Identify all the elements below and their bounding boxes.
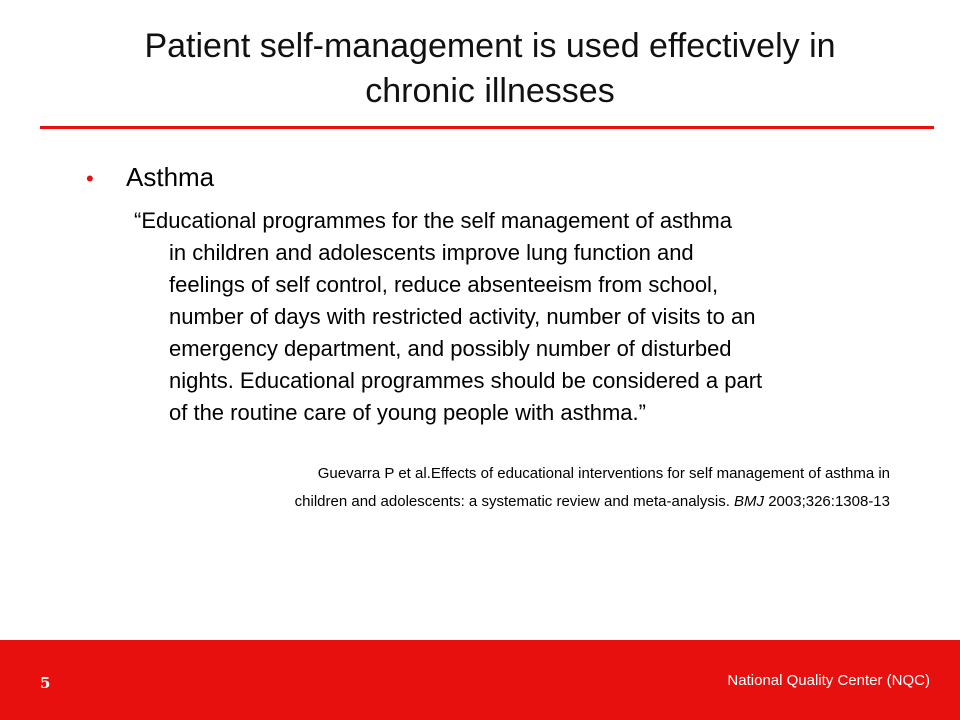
bullet-heading: Asthma [126, 162, 215, 192]
slide-title [60, 24, 920, 114]
quote-line: number of days with restricted activity, number of visits to an [169, 304, 756, 329]
title-line-1: Patient self-management is used effectively in [144, 27, 836, 65]
citation-text: children and adolescents: a systematic review and meta-analysis. [294, 493, 735, 510]
citation-line-1: Guevarra P et al.Effects of educational interventions for self management of asthma in [317, 465, 890, 482]
quote-line: “Educational programmes for the self management of asthma [134, 208, 732, 233]
bullet-item [86, 162, 214, 193]
citation-line-2 [100, 488, 890, 516]
quote-line: of the routine care of young people with asthma.” [169, 400, 646, 425]
quote-block [134, 205, 894, 429]
citation [100, 460, 890, 516]
citation-journal: BMJ [734, 493, 765, 510]
citation-volume: 2003;326:1308-13 [764, 493, 890, 510]
organization-name: National Quality Center (NQC) [727, 672, 930, 689]
quote-line: nights. Educational programmes should be considered a part [169, 368, 763, 393]
bullet-marker-icon: • [86, 166, 94, 191]
page-number: 5 [40, 674, 51, 692]
title-line-2: chronic illnesses [365, 72, 615, 110]
quote-line: feelings of self control, reduce absenteeism from school, [169, 272, 719, 297]
title-divider [40, 126, 934, 129]
quote-line: emergency department, and possibly number of disturbed [169, 336, 732, 361]
footer-bar [0, 640, 960, 720]
quote-line: in children and adolescents improve lung function and [169, 240, 694, 265]
